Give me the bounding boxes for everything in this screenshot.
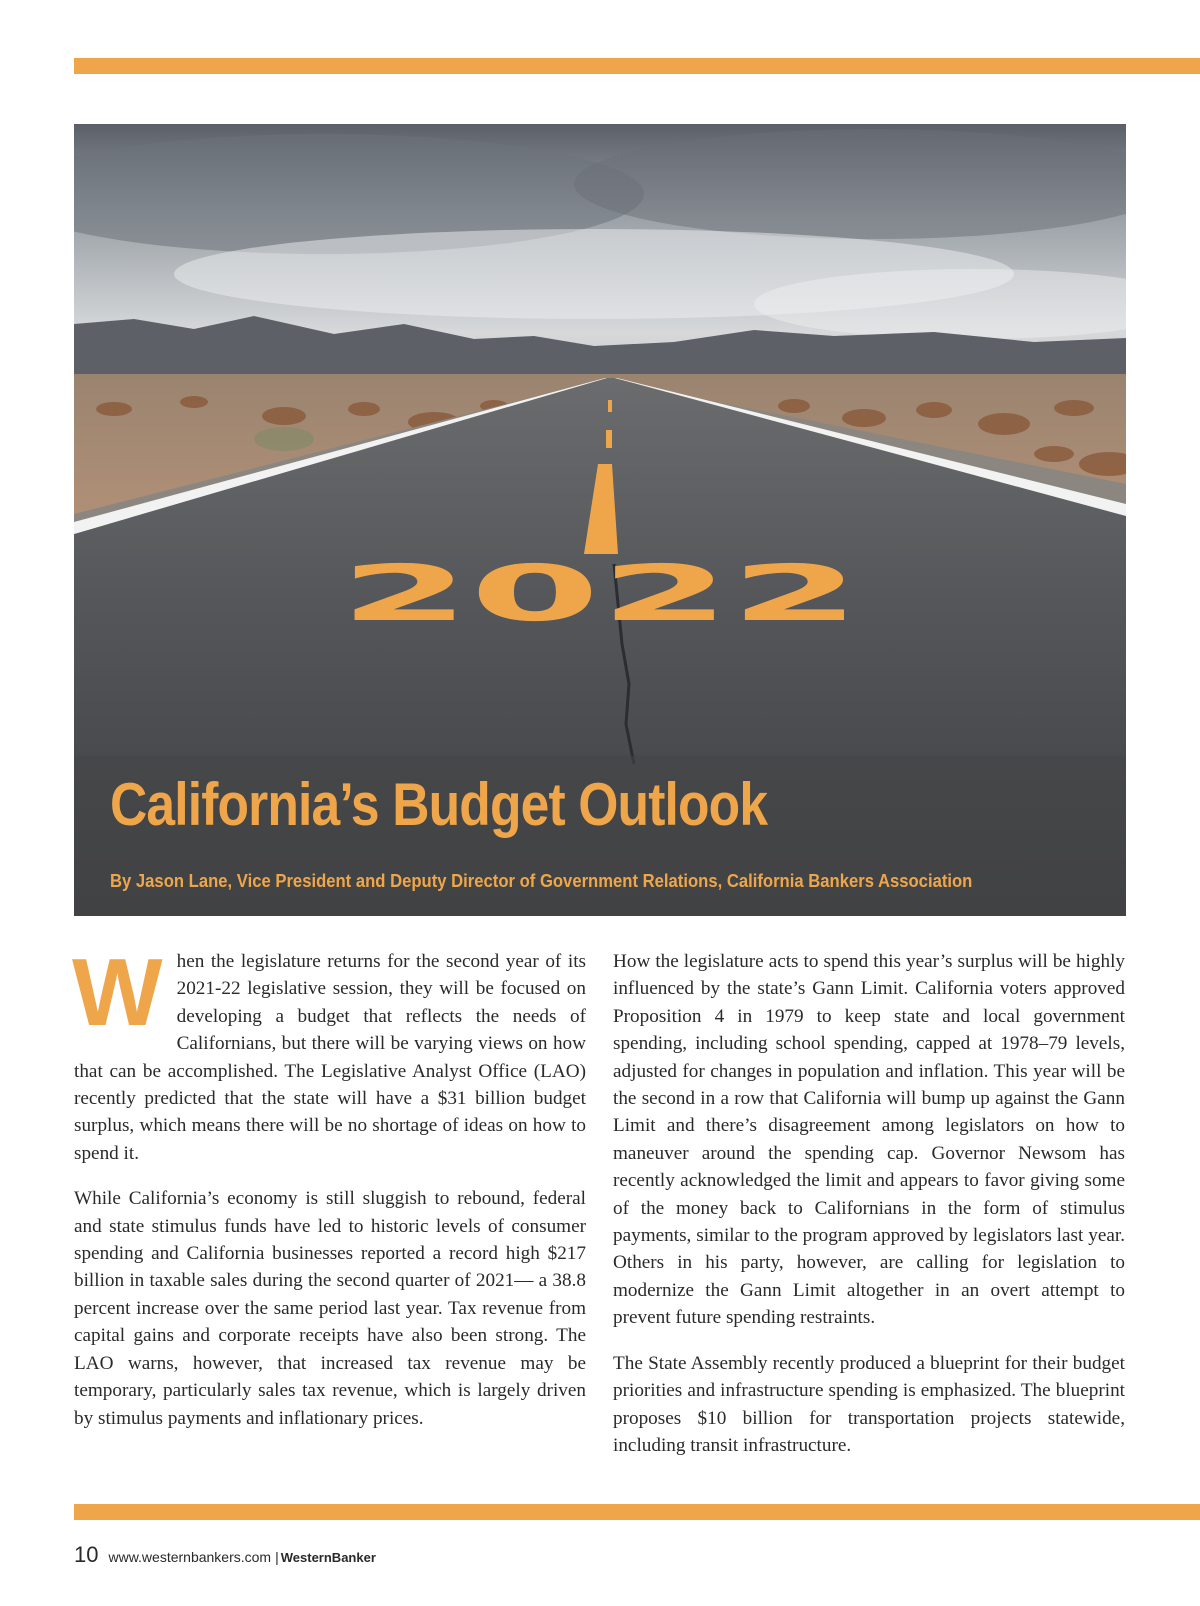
paragraph-text: hen the legislature returns for the second year of its 2021-22 legislative session, they will be focused on developing a budget that reflects the needs of Californians, but there will be varying views on how that can be accomplished. The Legislative Analyst Office (LAO) recently predicted that the state will have a $31 billion budget surplus, which means there will be no shortage of ideas on how to spend it. <box>74 951 586 1164</box>
top-accent-bar <box>74 58 1200 74</box>
bottom-accent-bar <box>74 1504 1200 1520</box>
title-band <box>74 756 1126 916</box>
article-right-column <box>613 948 1125 1477</box>
article-left-column <box>72 939 586 1450</box>
website-url[interactable]: www.westernbankers.com <box>108 1549 272 1565</box>
article-byline: By Jason Lane, Vice President and Deputy Director of Government Relations, California Bankers Association <box>110 870 973 891</box>
drop-cap: W <box>72 939 163 1046</box>
footer-separator: | <box>275 1549 279 1565</box>
paragraph: While California’s economy is still sluggish to rebound, federal and state stimulus funds have led to historic levels of consumer spending and California businesses reported a record high $217 billion in taxable sales during the second quarter of 2021— a 38.8 percent increase over the same period last year. Tax revenue from capital gains and corporate receipts have also been strong. The LAO warns, however, that increased tax revenue may be temporary, particularly sales tax revenue, which is largely driven by stimulus payments and inflationary prices. <box>74 1188 586 1429</box>
paragraph: The State Assembly recently produced a blueprint for their budget priorities and infrastructure spending is emphasized. The blueprint proposes $10 billion for transportation projects statewide, including transit infrastructure. <box>613 1352 1125 1456</box>
road-marking-text: 2022 <box>339 548 861 639</box>
magazine-name: WesternBanker <box>280 1550 376 1565</box>
paragraph: How the legislature acts to spend this year’s surplus will be highly influenced by the state’s Gann Limit. California voters approved Proposition 4 in 1979 to keep state and local government spending, including school spending, capped at 1978–79 levels, adjusted for changes in population and inflation. This year will be the second in a row that California will bump up against the Gann Limit and there’s disagreement among legislators on how to maneuver around the spending cap. Governor Newsom has recently acknowledged the limit and appears to favor giving some of the money back to Californians in the form of stimulus payments, similar to the program approved by legislators last year. Others in his party, however, are calling for legislation to modernize the Gann Limit altogether in an overt attempt to prevent future spending restraints. <box>613 951 1125 1329</box>
page-number: 10 <box>74 1542 99 1567</box>
hero-image <box>74 124 1126 916</box>
article-title: California’s Budget Outlook <box>110 771 768 838</box>
page-footer <box>74 1542 376 1568</box>
paragraph <box>72 939 586 1167</box>
